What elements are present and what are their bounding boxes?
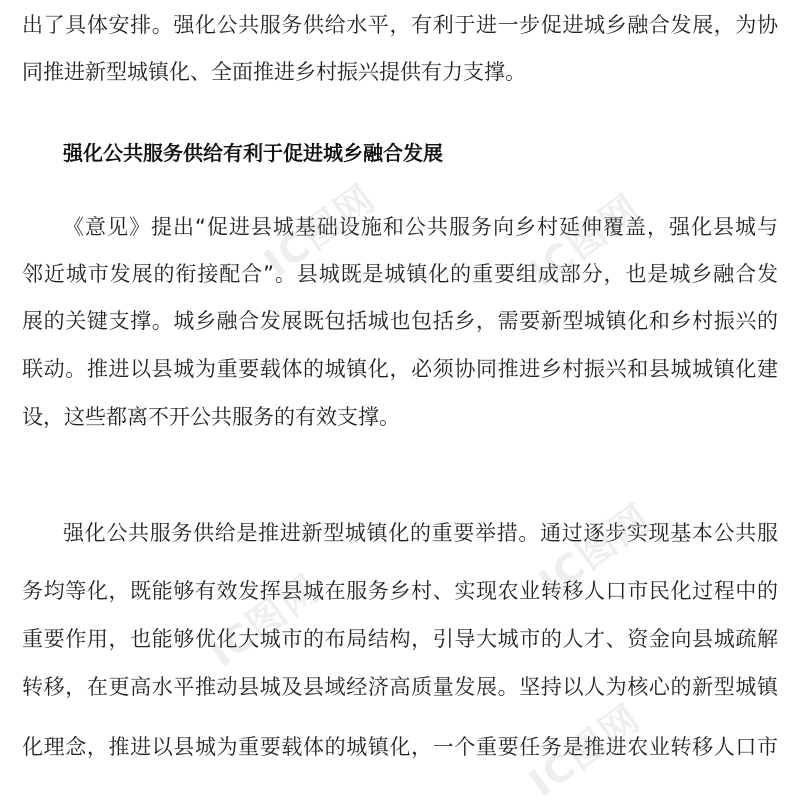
paragraph-1-line-5: 设，这些都离不开公共服务的有效支撑。 [22, 405, 400, 429]
paragraph-1-line-4: 联动。推进以县城为重要载体的城镇化，必须协同推进乡村振兴和县城城镇化建 [22, 357, 778, 381]
paragraph-2-line-1: 强化公共服务供给是推进新型城镇化的重要举措。通过逐步实现基本公共服 [63, 521, 778, 545]
paragraph-2-line-5: 化理念，推进以县城为重要载体的城镇化，一个重要任务是推进农业转移人口市 [22, 735, 778, 759]
paragraph-2-line-3: 重要作用，也能够优化大城市的布局结构，引导大城市的人才、资金向县城疏解 [22, 627, 778, 651]
watermark: IC图网 [521, 185, 649, 296]
watermark: IC图网 [531, 495, 659, 606]
section-heading: 强化公共服务供给有利于促进城乡融合发展 [63, 141, 443, 165]
intro-line-2: 同推进新型城镇化、全面推进乡村振兴提供有力支撑。 [22, 60, 526, 84]
paragraph-2-line-4: 转移，在更高水平推动县城及县域经济高质量发展。坚持以人为核心的新型城镇 [22, 675, 778, 699]
watermark: IC图网 [201, 565, 329, 676]
watermark: IC图网 [521, 695, 649, 806]
paragraph-2-line-2: 务均等化，既能够有效发挥县城在服务乡村、实现农业转移人口市民化过程中的 [22, 579, 778, 603]
paragraph-1-line-1: 《意见》提出“促进县城基础设施和公共服务向乡村延伸覆盖，强化县城与 [63, 215, 778, 239]
watermark: IC图网 [256, 175, 384, 286]
paragraph-1-line-3: 展的关键支撑。城乡融合发展既包括城也包括乡，需要新型城镇化和乡村振兴的 [22, 309, 778, 333]
intro-line-1: 出了具体安排。强化公共服务供给水平，有利于进一步促进城乡融合发展，为协 [22, 13, 778, 37]
paragraph-1-line-2: 邻近城市发展的衔接配合”。县城既是城镇化的重要组成部分，也是城乡融合发 [22, 262, 778, 286]
